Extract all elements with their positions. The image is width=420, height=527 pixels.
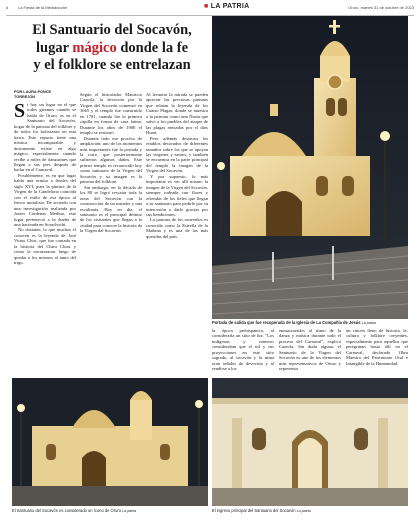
entrance-night-image <box>212 378 408 506</box>
section-name: La Fiesta de la Medianoche <box>18 5 68 10</box>
caption-text: El ingreso principal del Santuario del Socavón <box>212 508 296 513</box>
article-column-2 <box>80 92 142 374</box>
photo-credit: La patria <box>361 321 376 325</box>
byline <box>14 90 64 100</box>
lower-column-3 <box>346 328 408 380</box>
paragraph: i hay un lugar en el que todos giramos cuando se habla de Oruro, es en el Santuario del Socavón, hogar de la patrona del folklore y de todos los bolivianos en esta tierra. Este espacio tiene una mística incomparable y únicamente existe en algo mágico, especialmente cuando recibe a miles de danzarines que llegan a sus pies después de bailar en el Carnaval. <box>14 102 76 173</box>
paragraph: enmascarados al ritmo de la danza y música durante todo el proceso del Carnaval", explicó Cazorla. Sin duda alguna, el Santuario de la Virgen del Socavón es uno de los elementos más representativos de Oruro y representa <box>279 328 341 372</box>
entrance-photo-caption <box>212 508 408 514</box>
paragraph: La patrona de los oruereños es conocida como la Estrella de la Mañana y es una de las más queridas del país. <box>146 217 208 239</box>
paragraph: Pero además destacan los retablos decorados de diferentes tamaños sobre los que se apoyan las vírgenes y santos, y también se encuentra en la parte principal del templo la imagen de la Virgen del Socavón. <box>146 135 208 174</box>
article-title <box>12 22 212 75</box>
article-column-1 <box>14 102 76 374</box>
issue-date: Oruro, martes 31 de octubre de 2023 <box>348 5 414 10</box>
article-column-3 <box>146 92 208 374</box>
main-photo-caption <box>212 320 408 326</box>
church-night-image <box>212 16 408 319</box>
entrance-photo <box>212 378 408 506</box>
byline-prefix: POR LAURA PONCE <box>14 90 51 94</box>
title-text: lugar <box>36 39 73 56</box>
photo-credit: La patria <box>122 509 137 513</box>
paragraph: Posiblemente, es en que lugar había una ermita a finales del siglo XVI, pues la pintura de la Virgen de la Candelaria coincida con el estilo de esa época al fresco muralista. De acuerdo con una investigación realizada por Javier Cárdenas Medina, este lugar perteneció a la dueña de una hacienda en Sorachochi. <box>14 172 76 227</box>
paragraph: un rincón lleno de historia, fe, cultura y folklore creyentes, especialmente para aquellos que peregrinan hasta allí en el Carnaval, declarado Obra Maestra del Patrimonio Oral e Intangible de la Humanidad. <box>346 328 408 366</box>
santuario-night-image <box>12 378 208 506</box>
paragraph: la época prehispánica, al considerarla un sitio de luz. "Los indígenas y mineros consideraban que el sol y sus proyecciones en este sitio sagrado, al socavón y la mina eran señales de devoción y al rendirse a los <box>212 328 274 372</box>
santuario-photo-caption <box>12 508 208 514</box>
caption-text: El Santuario del Socavón es considerado un ícono de Oruro <box>12 508 122 513</box>
santuario-photo <box>12 378 208 506</box>
paragraph: Según el historiador Mauricio Cazorla, la devoción por la Virgen del Socavón comenzó en 1665 y el templo fue construido en 1781, cuando fue la primera capilla en forma de cruz latina. Durante los años de 1900 el templo se restauró. <box>80 92 142 136</box>
paragraph: Durante todo ese proceso de ampliación, uno de los momentos más importantes fue la portada y la torre, que posteriormente sufrieron algunos daños. Este primer templo es reconocido hoy como santuario de la Virgen del Socavón y su imagen es la patrona del folklore. <box>80 135 142 185</box>
page-header <box>6 0 414 16</box>
caption-text: Portada de salida que fue recuperada de la Iglesia de La Compañía de Jesús <box>212 320 361 325</box>
lower-column-1 <box>212 328 274 380</box>
drop-cap: S <box>14 102 26 122</box>
paragraph: Y por supuesto, lo más importante es ver allí mismo la imagen de la Virgen del Socavón, siempre rodeada con flores y ofrendas de los fieles que llegan a su santuario para pedirle por su intercesión o darle gracias por sus bendiciones. <box>146 173 208 217</box>
newspaper-name: LA PATRIA <box>210 3 250 10</box>
byline-name: TORREJÓN <box>14 95 36 99</box>
newspaper-logo: ■ LA PATRIA <box>204 3 250 10</box>
lower-column-2 <box>279 328 341 380</box>
title-line-2 <box>12 40 212 58</box>
paragraph: Al levantar la mirada se pueden apreciar las preciosas pinturas que relatan la leyenda de los Cuatro Plagas, donde se muestra a la patrona como una Ñusta que salvó a los pueblos del ataque de las plagas enviadas por el dios Huari. <box>146 92 208 136</box>
title-line-3: y el folklore se entrelazan <box>33 57 191 73</box>
paragraph: No obstante, lo que muchos el conocen es la leyenda de José Virtus Chiri, que fue contada en la historia del Chiru Chiru y cómo la encontraron luego de quedar a los mismos al tanto del trigo. <box>14 227 76 266</box>
title-highlight: mágico <box>72 39 117 56</box>
title-text: donde la fe <box>116 39 188 56</box>
page-number: 6 <box>6 5 9 10</box>
main-church-photo <box>212 16 408 319</box>
photo-credit: La patria <box>296 509 311 513</box>
title-line-1: El Santuario del Socavón, <box>32 22 192 38</box>
paragraph: Sin embargo, en la década de los 80 se logró rescatar toda la zona del Socavón con la construcción de un mirador y una escalinata. Hoy en día, el santuario es el principal destino de los visitantes que llegan a la ciudad para conocer la historia de la Virgen del Socavón. <box>80 184 142 234</box>
